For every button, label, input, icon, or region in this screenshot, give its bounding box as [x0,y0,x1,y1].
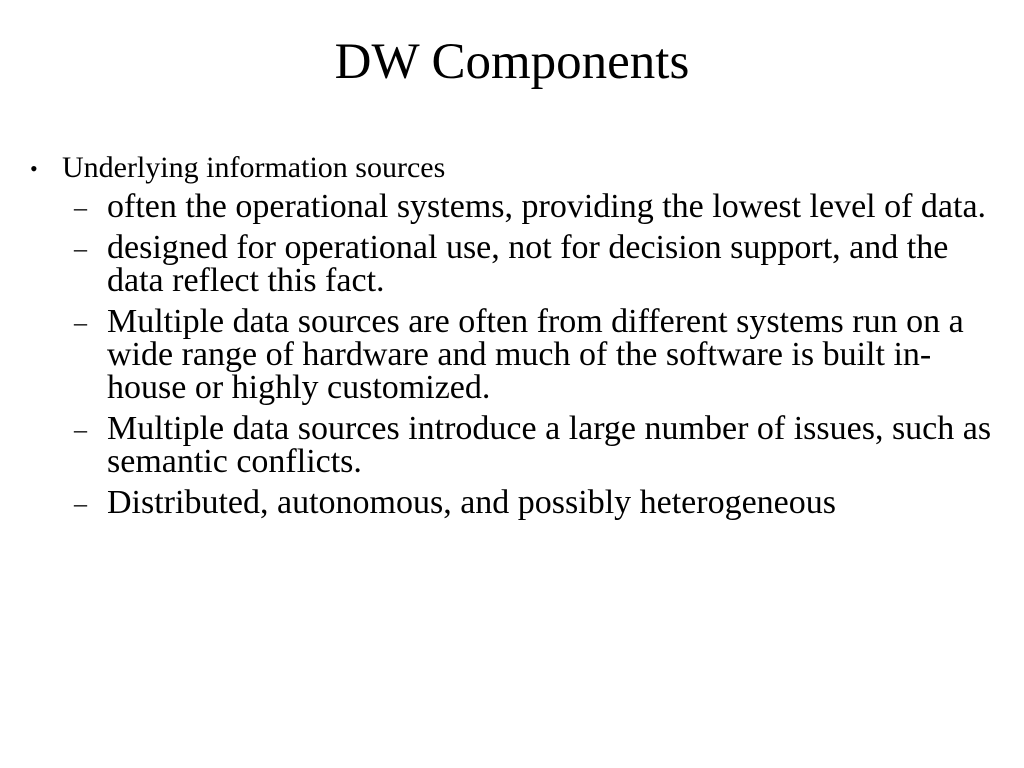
sub-bullet-text: designed for operational use, not for decision support, and the data reflect this fact. [107,229,949,299]
bullet-list [30,150,1010,527]
dash-marker: – [74,489,87,518]
sub-bullet-text: Multiple data sources introduce a large number of issues, such as semantic conflicts. [107,410,992,480]
sub-bullet-text: often the operational systems, providing the lowest level of data. [107,188,987,225]
dash-marker: – [74,308,87,337]
sub-bullet-item [30,486,1007,519]
bullet-marker: • [30,156,38,181]
dash-marker: – [74,234,87,263]
bullet-item [30,150,1010,186]
sub-bullet-item [30,190,1007,223]
sub-bullet-item [30,305,1007,404]
sub-bullet-text: Multiple data sources are often from different systems run on a wide range of hardware and much of the software is built in-house or highly customized. [107,303,964,406]
dash-marker: – [74,193,87,222]
slide-title: DW Components [334,34,690,90]
sub-bullet-item [30,412,1007,478]
bullet-text: Underlying information sources [62,151,446,184]
dash-marker: – [74,415,87,444]
sub-bullet-list [30,190,1010,519]
sub-bullet-text: Distributed, autonomous, and possibly heterogeneous [107,484,837,521]
sub-bullet-item [30,231,1007,297]
